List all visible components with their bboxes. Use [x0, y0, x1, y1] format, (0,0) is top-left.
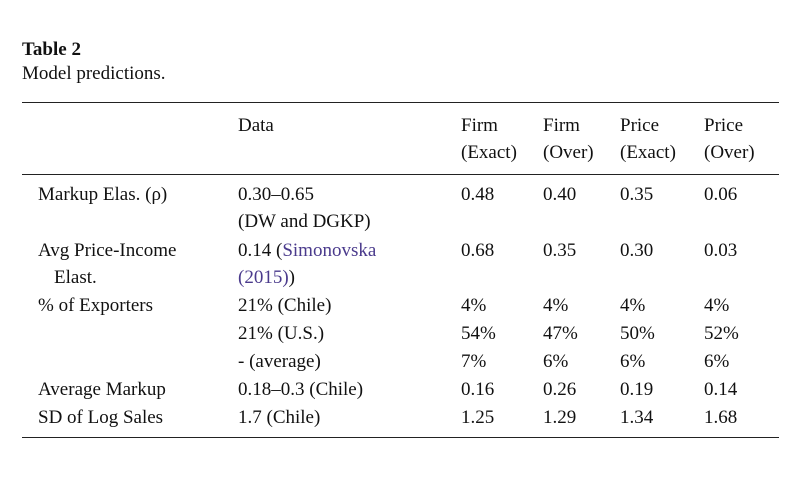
- row-price-income-label-2: Elast.: [54, 267, 97, 288]
- row-sd-log-sales-firm-exact: 1.25: [461, 407, 495, 428]
- row-avg-markup-label: Average Markup: [38, 379, 166, 400]
- row-price-income-data-suffix: ): [288, 267, 295, 288]
- citation-link-simonovska[interactable]: Simonovska: [282, 240, 377, 261]
- row-sd-log-sales-label: SD of Log Sales: [38, 407, 164, 428]
- row-exporters-chile-firm-over: 4%: [543, 295, 569, 316]
- table-caption: [22, 38, 166, 86]
- header-firm-over-2: (Over): [543, 142, 594, 163]
- row-markup-elas-label: Markup Elas. (ρ): [38, 184, 168, 205]
- table-title: Table 2: [22, 39, 81, 60]
- row-exporters-chile-firm-exact: 4%: [461, 295, 487, 316]
- row-exporters-label: % of Exporters: [38, 295, 154, 316]
- row-exporters-avg-price-exact: 6%: [620, 351, 646, 372]
- row-markup-elas-data-2: (DW and DGKP): [238, 211, 371, 232]
- row-exporters-us-data: 21% (U.S.): [238, 323, 325, 344]
- row-markup-elas-firm-exact: 0.48: [461, 184, 495, 205]
- row-exporters-us-price-over: 52%: [704, 323, 739, 344]
- row-exporters-chile-price-exact: 4%: [620, 295, 646, 316]
- row-sd-log-sales-data: 1.7 (Chile): [238, 407, 321, 428]
- row-markup-elas-price-over: 0.06: [704, 184, 738, 205]
- row-exporters-us-price-exact: 50%: [620, 323, 655, 344]
- row-price-income-data-1: [238, 237, 376, 264]
- table-subtitle: Model predictions.: [22, 63, 166, 84]
- row-price-income-price-over: 0.03: [704, 240, 738, 261]
- top-rule: [22, 102, 779, 103]
- row-markup-elas-data-1: 0.30–0.65: [238, 184, 314, 205]
- row-exporters-avg-firm-over: 6%: [543, 351, 569, 372]
- header-price-exact-2: (Exact): [620, 142, 676, 163]
- header-rule: [22, 174, 779, 175]
- bottom-rule: [22, 437, 779, 438]
- row-avg-markup-firm-exact: 0.16: [461, 379, 495, 400]
- header-firm-exact-1: Firm: [461, 115, 498, 136]
- row-price-income-firm-over: 0.35: [543, 240, 577, 261]
- header-firm-exact-2: (Exact): [461, 142, 517, 163]
- row-markup-elas-price-exact: 0.35: [620, 184, 654, 205]
- row-avg-markup-price-over: 0.14: [704, 379, 738, 400]
- row-exporters-avg-price-over: 6%: [704, 351, 730, 372]
- row-exporters-avg-firm-exact: 7%: [461, 351, 487, 372]
- row-exporters-chile-price-over: 4%: [704, 295, 730, 316]
- row-sd-log-sales-price-over: 1.68: [704, 407, 738, 428]
- row-price-income-price-exact: 0.30: [620, 240, 654, 261]
- header-price-over-2: (Over): [704, 142, 755, 163]
- row-price-income-data-prefix: 0.14 (: [238, 240, 283, 261]
- header-price-over-1: Price: [704, 115, 744, 136]
- row-exporters-avg-data: - (average): [238, 351, 321, 372]
- row-avg-markup-firm-over: 0.26: [543, 379, 577, 400]
- row-price-income-data-2: [238, 264, 295, 291]
- row-exporters-chile-data: 21% (Chile): [238, 295, 332, 316]
- row-exporters-us-firm-over: 47%: [543, 323, 578, 344]
- row-price-income-firm-exact: 0.68: [461, 240, 495, 261]
- row-sd-log-sales-firm-over: 1.29: [543, 407, 577, 428]
- row-avg-markup-price-exact: 0.19: [620, 379, 654, 400]
- citation-link-year[interactable]: (2015): [238, 267, 289, 288]
- row-avg-markup-data: 0.18–0.3 (Chile): [238, 379, 364, 400]
- row-sd-log-sales-price-exact: 1.34: [620, 407, 654, 428]
- header-price-exact-1: Price: [620, 115, 660, 136]
- header-data: Data: [238, 115, 274, 136]
- row-exporters-us-firm-exact: 54%: [461, 323, 496, 344]
- row-price-income-label-1: Avg Price-Income: [38, 240, 177, 261]
- header-firm-over-1: Firm: [543, 115, 580, 136]
- row-markup-elas-firm-over: 0.40: [543, 184, 577, 205]
